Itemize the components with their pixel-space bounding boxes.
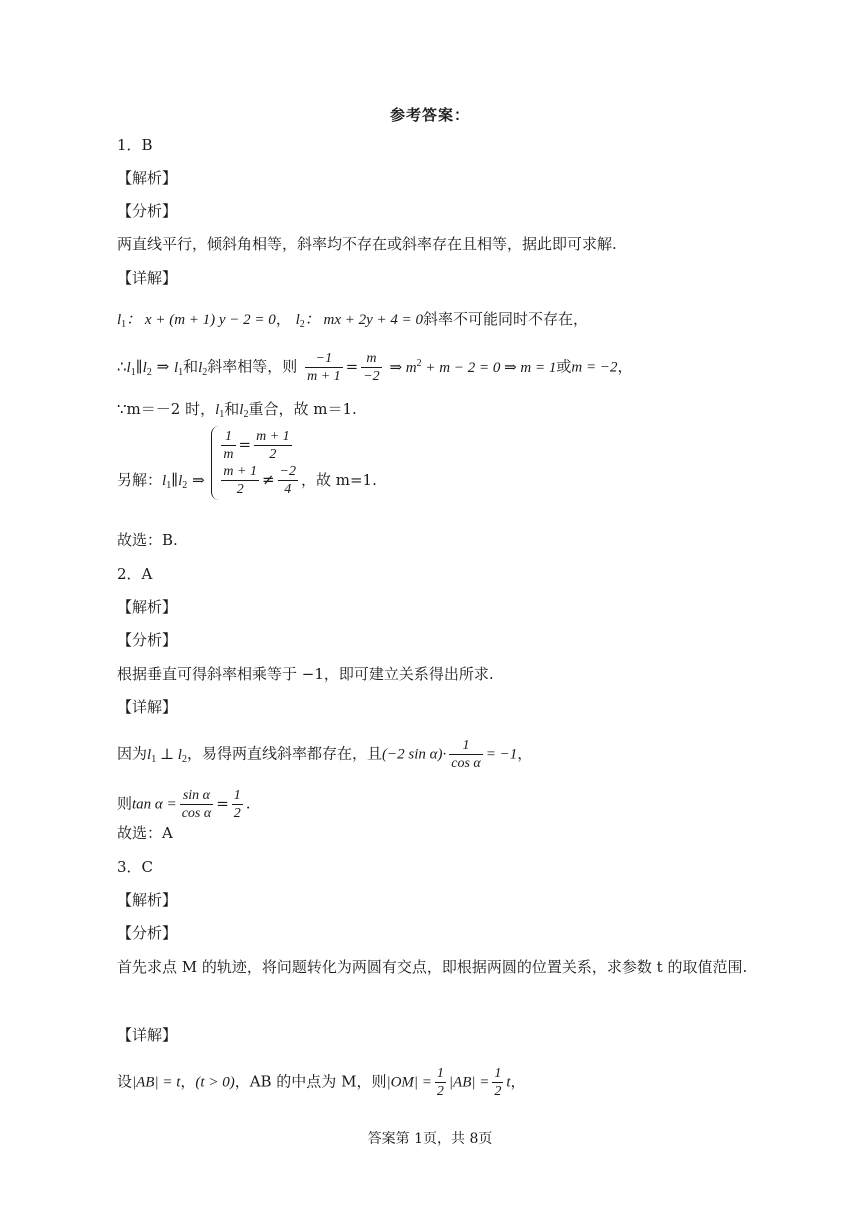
q1-eq-l2: $l_2$： mx + 2y + 4 = 0	[295, 312, 424, 330]
page-footer: 答案第 1页，共 8页	[367, 1131, 493, 1147]
q1-fraction-right: $\frac{m}{-2}$	[363, 351, 380, 384]
page-title: 参考答案：	[389, 106, 470, 124]
q1-system-brace: $\frac{1}{m}$ = $\frac{m + 1}{2}$ $\frac{m + 1}{2}$ ≠ $\frac{-2}{4}$	[211, 426, 301, 500]
q1-answer: 1．B	[117, 136, 153, 154]
q3-detail-line: 设|AB| = t，(t > 0)，AB 的中点为 M，则|OM| = $\frac{1}{2}$ |AB| = $\frac{1}{2}$ t，	[117, 1066, 526, 1099]
q3-xiangjie-heading: 【详解】	[117, 1026, 178, 1044]
q1-xiangjie-heading: 【详解】	[117, 269, 178, 287]
q2-jiexi-heading: 【解析】	[117, 598, 178, 616]
q1-slope-note: 斜率不可能同时不存在，	[423, 310, 589, 328]
q3-answer: 3．C	[117, 858, 154, 876]
q2-answer: 2．A	[117, 565, 153, 583]
q2-tan-result: 则tan α = $\frac{\text{sin α}}{\text{cos α}}$ = $\frac{1}{2}$ .	[117, 788, 251, 821]
q2-xiangjie-heading: 【详解】	[117, 698, 178, 716]
q1-fenxi-heading: 【分析】	[117, 202, 178, 220]
q2-fraction: $\frac{1}{\text{cos α}}$	[451, 738, 481, 771]
q2-perpendicular-line: 因为$l_1$ ⊥ $l_2$，易得两直线斜率都存在，且(−2 sin α)· $\frac{1}{\text{cos α}}$ = −1，	[117, 738, 533, 771]
q2-analysis: 根据垂直可得斜率相乘等于 −1，即可建立关系得出所求.	[117, 665, 494, 683]
q3-jiexi-heading: 【解析】	[117, 891, 178, 909]
q2-half-fraction: $\frac{1}{2}$	[233, 788, 241, 821]
q1-choose: 故选：B.	[117, 531, 178, 549]
q2-choose: 故选：A	[117, 824, 173, 842]
q1-jiexi-heading: 【解析】	[117, 169, 178, 187]
q3-fenxi-heading: 【分析】	[117, 924, 178, 942]
q1-coincide-note: ∵m＝－2 时，$l_1$和$l_2$重合，故 m＝1.	[117, 400, 357, 420]
q1-line-equations: $l_1$： x + (m + 1) y − 2 = 0， $l_2$： mx + 2y + 4 = 0斜率不可能同时不存在，	[117, 310, 589, 330]
q1-eq-l1: $l_1$： x + (m + 1) y − 2 = 0	[117, 312, 276, 330]
q1-fraction-left: $\frac{-1}{m + 1}$	[307, 351, 341, 384]
q1-parallel-derivation: $\therefore l_1\parallel l_2$ ⇒ $l_1$和$l_2$斜率相等，则 $\frac{-1}{m + 1}$ = $\frac{m}{-2}$ ⇒ $m^2 + m - 2 = 0$ ⇒ m = 1或m = −2，	[117, 351, 633, 384]
q1-analysis: 两直线平行，倾斜角相等，斜率均不存在或斜率存在且相等，据此即可求解.	[117, 235, 617, 253]
q2-tan-fraction: $\frac{\text{sin α}}{\text{cos α}}$	[181, 788, 212, 821]
q1-alt-solution: 另解：$l_1\parallel l_2$ ⇒ $\frac{1}{m}$ = $\frac{m + 1}{2}$ $\frac{m + 1}{2}$ ≠ $\frac{-2}{4}$ ，故 m=1.	[117, 462, 377, 500]
q2-fenxi-heading: 【分析】	[117, 631, 178, 649]
q3-analysis: 首先求点 M 的轨迹，将问题转化为两圆有交点，即根据两圆的位置关系，求参数 t 的取值范围.	[117, 958, 748, 976]
